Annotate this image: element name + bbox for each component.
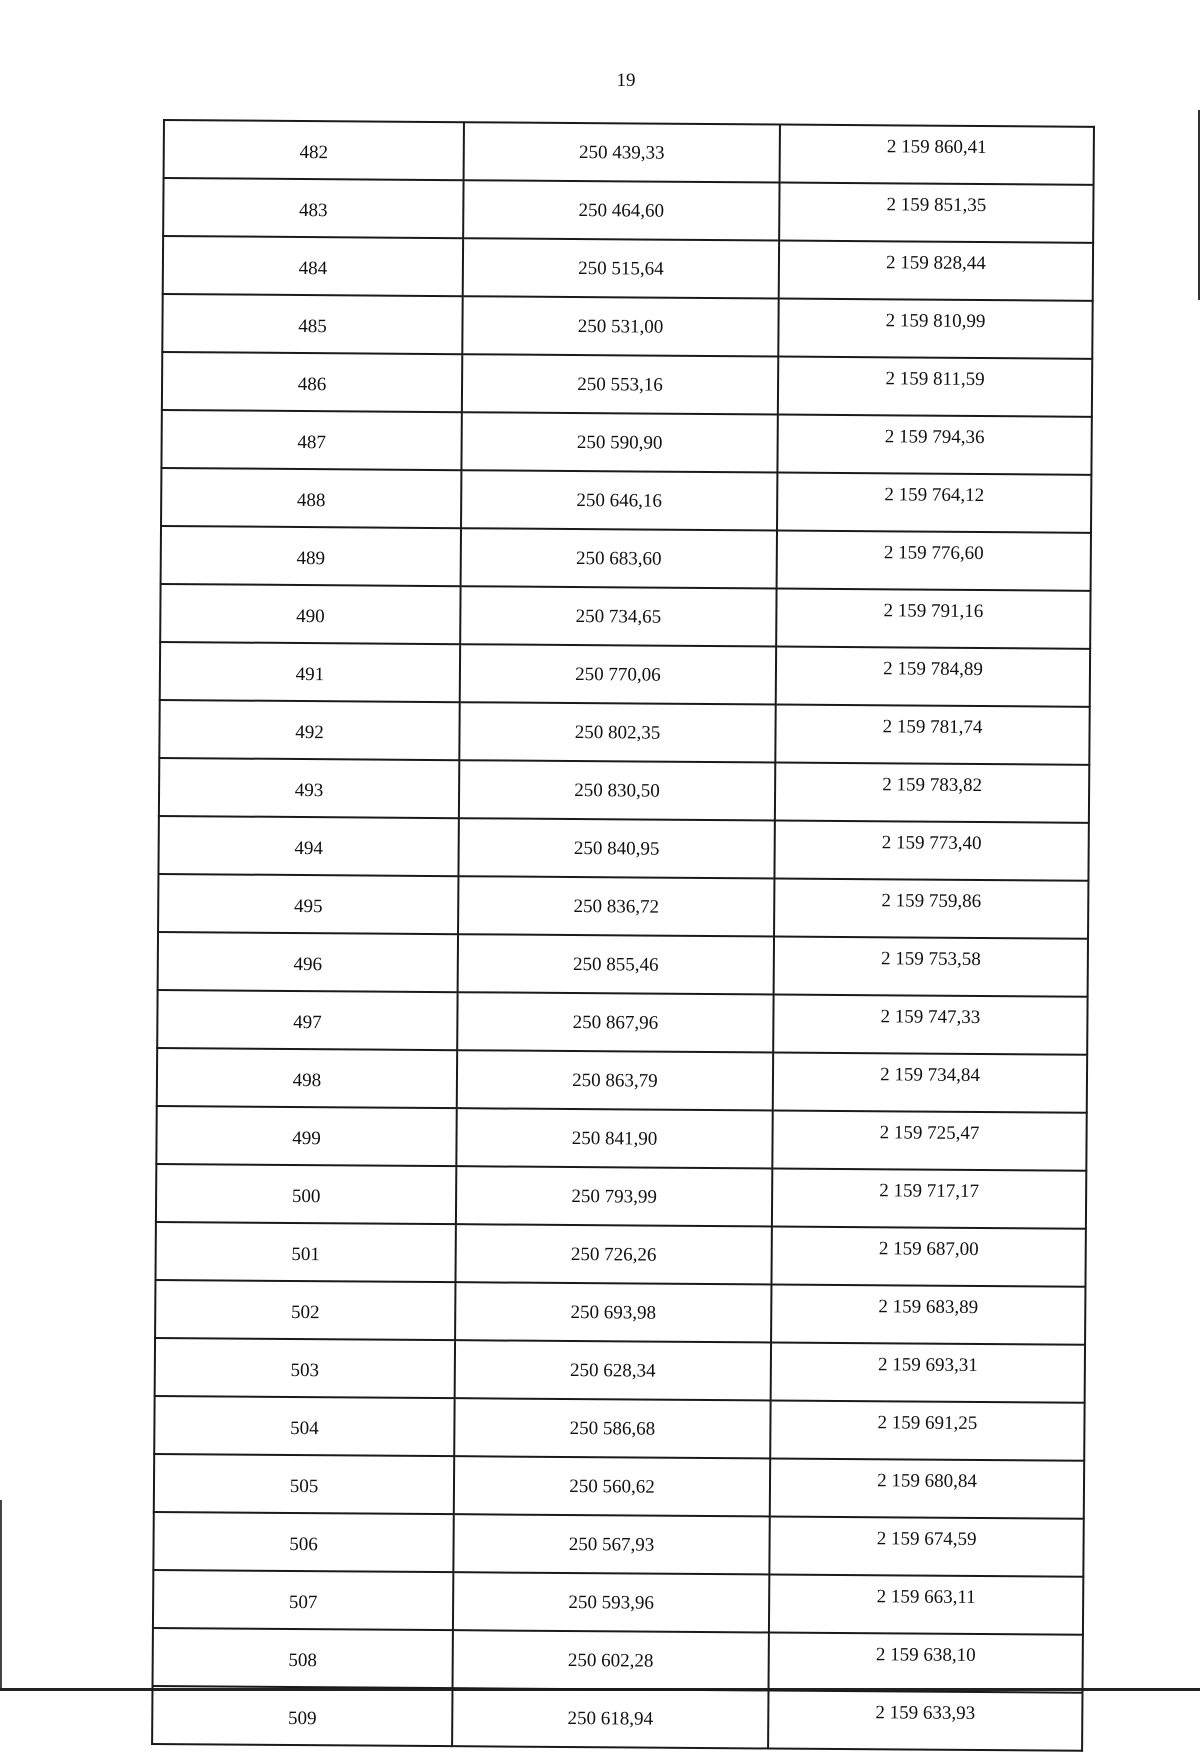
- x-coordinate-cell: 250 734,65: [460, 586, 776, 646]
- y-coordinate-cell: 2 159 674,59: [769, 1516, 1083, 1576]
- x-coordinate-cell: 250 560,62: [454, 1456, 770, 1516]
- x-coordinate-cell: 250 618,94: [452, 1688, 768, 1748]
- point-number-cell: 503: [155, 1338, 455, 1398]
- point-number-cell: 500: [156, 1164, 456, 1224]
- point-number-cell: 509: [152, 1686, 452, 1746]
- point-number-cell: 488: [161, 468, 461, 528]
- point-number-cell: 508: [153, 1628, 453, 1688]
- y-coordinate-cell: 2 159 717,17: [772, 1168, 1086, 1228]
- table-row: [163, 178, 1093, 243]
- y-coordinate-cell: 2 159 691,25: [770, 1400, 1084, 1460]
- table-row: [164, 120, 1094, 185]
- x-coordinate-cell: 250 830,50: [459, 760, 775, 820]
- x-coordinate-cell: 250 841,90: [456, 1108, 772, 1168]
- x-coordinate-cell: 250 836,72: [458, 876, 774, 936]
- coordinates-table-body: [152, 120, 1094, 1751]
- y-coordinate-cell: 2 159 747,33: [773, 994, 1087, 1054]
- x-coordinate-cell: 250 586,68: [454, 1398, 770, 1458]
- table-row: [159, 700, 1089, 765]
- table-row: [159, 758, 1089, 823]
- table-row: [162, 294, 1092, 359]
- x-coordinate-cell: 250 863,79: [457, 1050, 773, 1110]
- x-coordinate-cell: 250 793,99: [456, 1166, 772, 1226]
- x-coordinate-cell: 250 553,16: [462, 354, 778, 414]
- point-number-cell: 499: [156, 1106, 456, 1166]
- point-number-cell: 496: [158, 932, 458, 992]
- table-row: [153, 1512, 1083, 1577]
- table-row: [155, 1338, 1085, 1403]
- x-coordinate-cell: 250 840,95: [458, 818, 774, 878]
- y-coordinate-cell: 2 159 753,58: [774, 937, 1088, 997]
- table-row: [154, 1396, 1084, 1461]
- point-number-cell: 507: [153, 1570, 453, 1630]
- point-number-cell: 506: [153, 1512, 453, 1572]
- point-number-cell: 486: [162, 352, 462, 412]
- y-coordinate-cell: 2 159 687,00: [771, 1226, 1085, 1286]
- table-row: [161, 468, 1091, 533]
- y-coordinate-cell: 2 159 810,99: [778, 299, 1092, 359]
- point-number-cell: 489: [161, 526, 461, 586]
- table-row: [154, 1454, 1084, 1519]
- table-row: [156, 1164, 1086, 1229]
- point-number-cell: 484: [163, 236, 463, 296]
- table-row: [158, 874, 1088, 939]
- y-coordinate-cell: 2 159 784,89: [776, 647, 1090, 707]
- y-coordinate-cell: 2 159 734,84: [773, 1052, 1087, 1112]
- scan-edge-left: [0, 1500, 2, 1690]
- point-number-cell: 491: [160, 642, 460, 702]
- x-coordinate-cell: 250 628,34: [455, 1340, 771, 1400]
- table-row: [152, 1686, 1082, 1751]
- coordinates-table: [151, 119, 1095, 1752]
- page-number: 19: [616, 70, 636, 91]
- x-coordinate-cell: 250 646,16: [461, 470, 777, 530]
- table-row: [161, 410, 1091, 475]
- y-coordinate-cell: 2 159 693,31: [771, 1342, 1085, 1402]
- point-number-cell: 485: [162, 294, 462, 354]
- point-number-cell: 505: [154, 1454, 454, 1514]
- y-coordinate-cell: 2 159 683,89: [771, 1284, 1085, 1344]
- y-coordinate-cell: 2 159 633,93: [768, 1690, 1082, 1750]
- coordinates-table-wrapper: [151, 119, 1093, 1752]
- table-row: [157, 1048, 1087, 1113]
- table-row: [155, 1280, 1085, 1345]
- x-coordinate-cell: 250 531,00: [462, 296, 778, 356]
- point-number-cell: 493: [159, 758, 459, 818]
- x-coordinate-cell: 250 693,98: [455, 1282, 771, 1342]
- y-coordinate-cell: 2 159 663,11: [769, 1574, 1083, 1634]
- point-number-cell: 497: [157, 990, 457, 1050]
- x-coordinate-cell: 250 515,64: [463, 238, 779, 298]
- point-number-cell: 483: [163, 178, 463, 238]
- x-coordinate-cell: 250 867,96: [457, 992, 773, 1052]
- y-coordinate-cell: 2 159 759,86: [774, 879, 1088, 939]
- point-number-cell: 501: [155, 1222, 455, 1282]
- x-coordinate-cell: 250 770,06: [460, 644, 776, 704]
- table-row: [161, 526, 1091, 591]
- y-coordinate-cell: 2 159 860,41: [780, 125, 1094, 185]
- table-row: [158, 932, 1088, 997]
- point-number-cell: 502: [155, 1280, 455, 1340]
- x-coordinate-cell: 250 464,60: [463, 180, 779, 240]
- table-row: [163, 236, 1093, 301]
- point-number-cell: 495: [158, 874, 458, 934]
- y-coordinate-cell: 2 159 791,16: [776, 589, 1090, 649]
- x-coordinate-cell: 250 439,33: [464, 122, 780, 182]
- table-row: [156, 1106, 1086, 1171]
- x-coordinate-cell: 250 855,46: [458, 934, 774, 994]
- y-coordinate-cell: 2 159 725,47: [772, 1110, 1086, 1170]
- table-row: [153, 1570, 1083, 1635]
- y-coordinate-cell: 2 159 764,12: [777, 473, 1091, 533]
- x-coordinate-cell: 250 567,93: [453, 1514, 769, 1574]
- point-number-cell: 492: [159, 700, 459, 760]
- y-coordinate-cell: 2 159 680,84: [770, 1458, 1084, 1518]
- x-coordinate-cell: 250 683,60: [461, 528, 777, 588]
- point-number-cell: 487: [161, 410, 461, 470]
- table-row: [162, 352, 1092, 417]
- y-coordinate-cell: 2 159 828,44: [779, 241, 1093, 301]
- y-coordinate-cell: 2 159 773,40: [774, 821, 1088, 881]
- table-row: [160, 584, 1090, 649]
- y-coordinate-cell: 2 159 781,74: [775, 705, 1089, 765]
- x-coordinate-cell: 250 602,28: [453, 1630, 769, 1690]
- y-coordinate-cell: 2 159 811,59: [778, 357, 1092, 417]
- y-coordinate-cell: 2 159 783,82: [775, 763, 1089, 823]
- point-number-cell: 504: [154, 1396, 454, 1456]
- point-number-cell: 490: [160, 584, 460, 644]
- point-number-cell: 498: [157, 1048, 457, 1108]
- table-row: [153, 1628, 1083, 1693]
- table-row: [157, 990, 1087, 1055]
- table-row: [158, 816, 1088, 881]
- table-row: [155, 1222, 1085, 1287]
- x-coordinate-cell: 250 590,90: [461, 412, 777, 472]
- point-number-cell: 482: [164, 120, 464, 180]
- y-coordinate-cell: 2 159 776,60: [777, 531, 1091, 591]
- y-coordinate-cell: 2 159 794,36: [777, 415, 1091, 475]
- y-coordinate-cell: 2 159 638,10: [768, 1632, 1082, 1692]
- point-number-cell: 494: [158, 816, 458, 876]
- table-row: [160, 642, 1090, 707]
- x-coordinate-cell: 250 802,35: [459, 702, 775, 762]
- x-coordinate-cell: 250 593,96: [453, 1572, 769, 1632]
- y-coordinate-cell: 2 159 851,35: [779, 183, 1093, 243]
- x-coordinate-cell: 250 726,26: [455, 1224, 771, 1284]
